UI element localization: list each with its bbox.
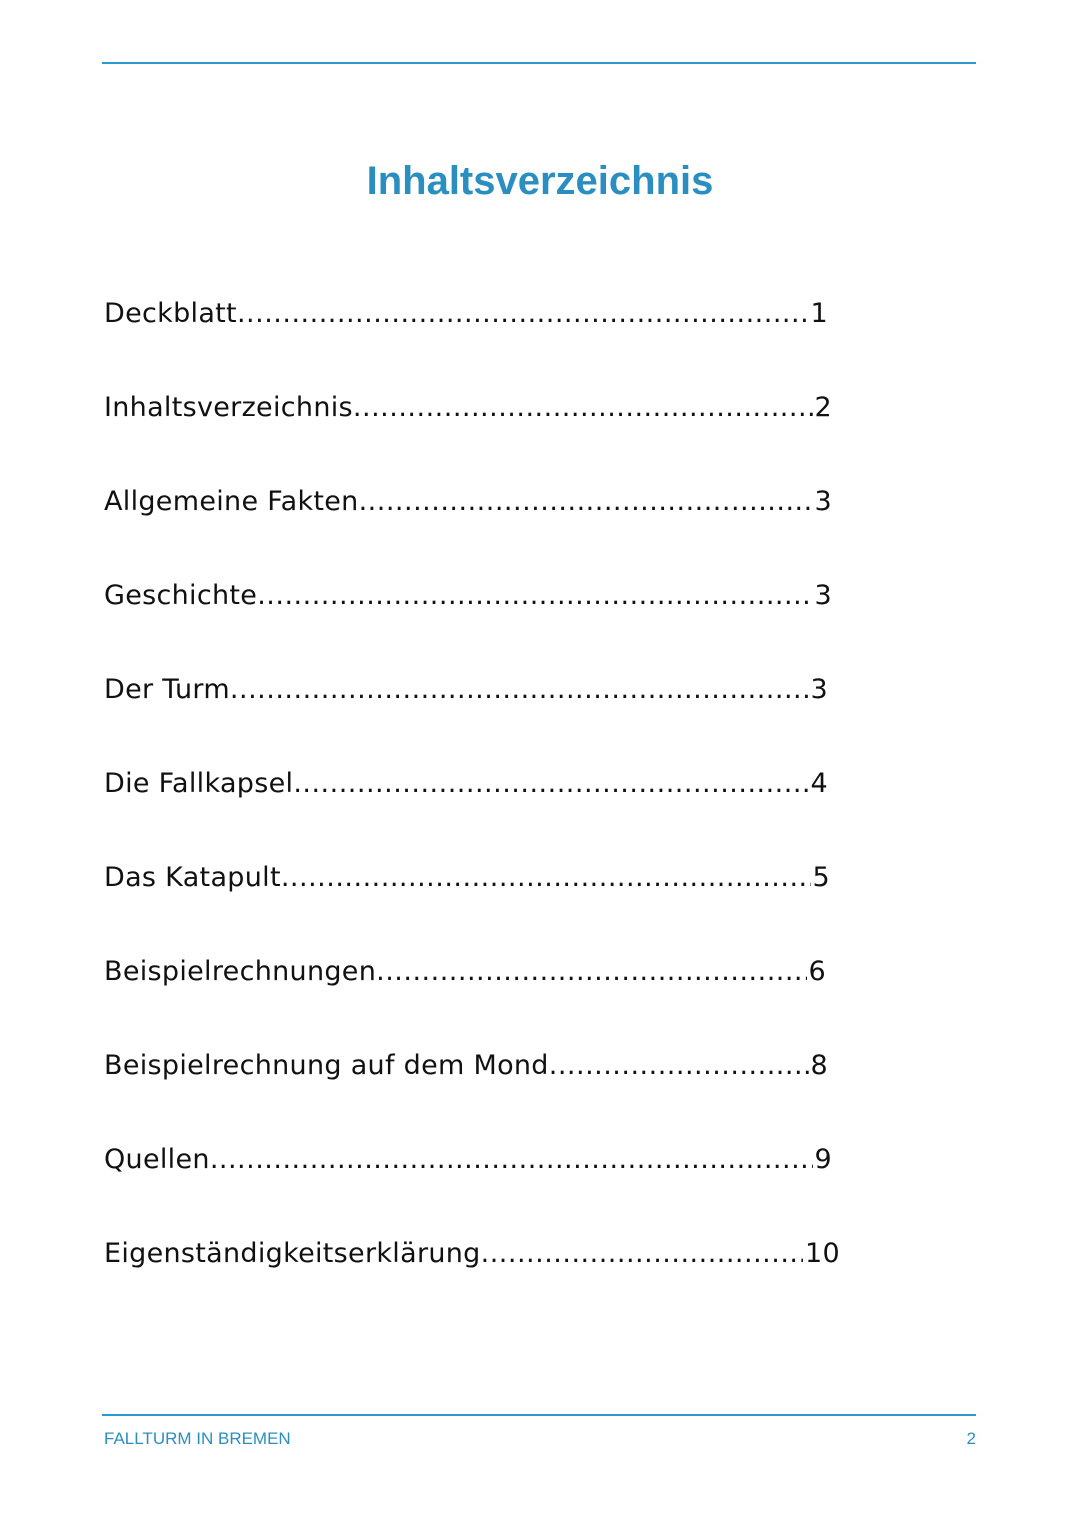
- header-rule: [102, 62, 976, 64]
- toc-leader-dots: [237, 298, 809, 329]
- page-title: Inhaltsverzeichnis: [366, 159, 714, 203]
- toc-entry-page: 8: [810, 1050, 828, 1081]
- toc-leader-dots: [210, 1144, 813, 1175]
- toc-entry: [104, 956, 826, 1008]
- toc-leader-dots: [281, 862, 811, 893]
- toc-entry-page: 3: [810, 674, 828, 705]
- toc-entry-page: 5: [812, 862, 830, 893]
- toc-entry-label: Das Katapult: [104, 862, 281, 893]
- toc-entry-label: Der Turm: [104, 674, 230, 705]
- toc-entry: [104, 486, 832, 538]
- toc-entry-page: 3: [814, 486, 832, 517]
- toc-leader-dots: [230, 674, 809, 705]
- toc-entry: [104, 1050, 828, 1102]
- footer-page-number: 2: [966, 1429, 976, 1448]
- toc-entry-page: 3: [814, 580, 832, 611]
- toc-entry: [104, 768, 828, 820]
- toc-leader-dots: [257, 580, 812, 611]
- toc-entry: [104, 298, 828, 350]
- footer-rule: [102, 1414, 976, 1416]
- toc-entry-label: Deckblatt: [104, 298, 237, 329]
- toc-leader-dots: [359, 486, 813, 517]
- toc-entry-page: 10: [805, 1238, 840, 1269]
- toc-entry-label: Eigenständigkeitserklärung: [104, 1238, 481, 1269]
- toc-entry-page: 6: [808, 956, 826, 987]
- toc-leader-dots: [353, 392, 813, 423]
- toc-entry: [104, 1238, 840, 1290]
- toc-entry-label: Quellen: [104, 1144, 210, 1175]
- toc-entry-page: 2: [814, 392, 832, 423]
- toc-entry-label: Geschichte: [104, 580, 258, 611]
- toc-entry-page: 9: [814, 1144, 832, 1175]
- toc-entry-label: Allgemeine Fakten: [104, 486, 359, 517]
- toc-leader-dots: [376, 956, 806, 987]
- toc-entry: [104, 862, 830, 914]
- toc-entry-label: Beispielrechnungen: [104, 956, 377, 987]
- toc-leader-dots: [481, 1238, 803, 1269]
- toc-entry: [104, 674, 828, 726]
- toc-entry: [104, 580, 832, 632]
- toc-entry: [104, 392, 832, 444]
- footer-document-title: FALLTURM IN BREMEN: [104, 1429, 291, 1448]
- toc-entry: [104, 1144, 832, 1196]
- toc-entry-page: 1: [810, 298, 828, 329]
- toc-entry-label: Inhaltsverzeichnis: [104, 392, 353, 423]
- toc-leader-dots: [549, 1050, 809, 1081]
- toc-entry-label: Beispielrechnung auf dem Mond: [104, 1050, 549, 1081]
- toc-entry-page: 4: [810, 768, 828, 799]
- toc-leader-dots: [293, 768, 808, 799]
- toc-entry-label: Die Fallkapsel: [104, 768, 294, 799]
